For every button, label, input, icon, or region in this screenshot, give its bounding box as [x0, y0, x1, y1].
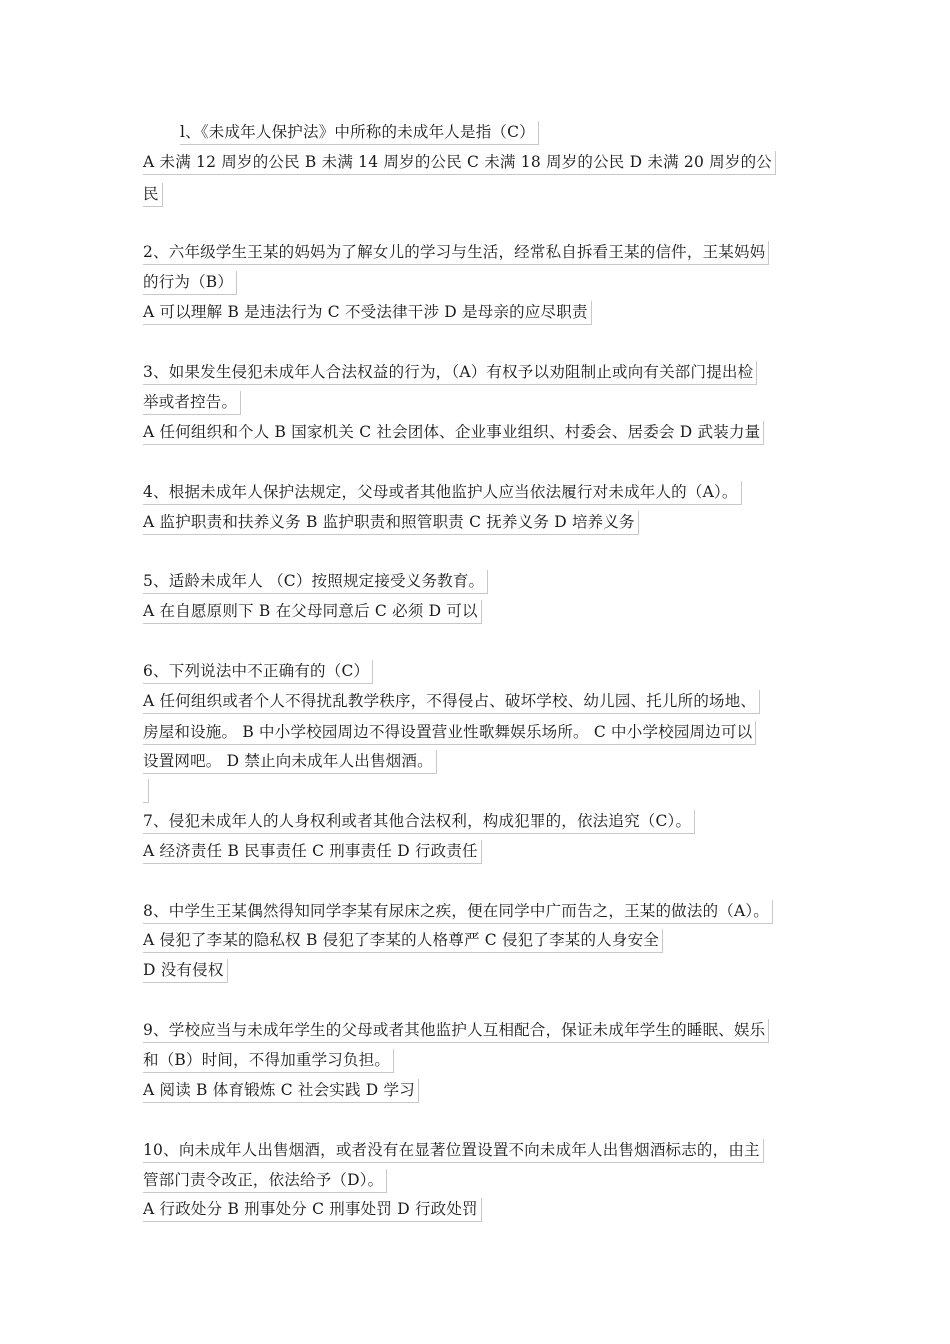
question-10-options: A 行政处分 B 刑事处分 C 刑事处罚 D 行政处罚: [143, 1198, 482, 1222]
question-7-stem: 7、侵犯未成年人的人身权利或者其他合法权利，构成犯罪的，依法追究（C）。: [143, 810, 695, 834]
question-1-options: A 未满 12 周岁的公民 B 未满 14 周岁的公民 C 未满 18 周岁的公民 D 未满 20 周岁的公: [143, 151, 776, 175]
question-5-stem: 5、适龄未成年人 （C）按照规定接受义务教育。: [143, 570, 488, 594]
question-9-stem-cont: 和（B）时间，不得加重学习负担。: [143, 1049, 394, 1073]
question-3-options: A 任何组织和个人 B 国家机关 C 社会团体、企业事业组织、村委会、居委会 D 武装力量: [143, 421, 764, 445]
question-2-stem: 2、六年级学生王某的妈妈为了解女儿的学习与生活，经常私自拆看王某的信件，王某妈妈: [143, 241, 769, 265]
question-7-options: A 经济责任 B 民事责任 C 刑事责任 D 行政责任: [143, 840, 482, 864]
question-2-stem-cont: 的行为（B）: [143, 271, 237, 295]
question-9-stem: 9、学校应当与未成年学生的父母或者其他监护人互相配合，保证未成年学生的睡眠、娱乐: [143, 1019, 769, 1043]
question-9-options: A 阅读 B 体育锻炼 C 社会实践 D 学习: [143, 1079, 419, 1103]
question-10-stem-cont: 管部门责令改正，依法给予（D）。: [143, 1169, 387, 1193]
question-8-options-cont: D 没有侵权: [143, 959, 228, 983]
question-4-options: A 监护职责和扶养义务 B 监护职责和照管职责 C 抚养义务 D 培养义务: [143, 511, 639, 535]
question-5-options: A 在自愿原则下 B 在父母同意后 C 必须 D 可以: [143, 600, 482, 624]
question-4-stem: 4、根据未成年人保护法规定，父母或者其他监护人应当依法履行对未成年人的（A）。: [143, 481, 742, 505]
question-8-stem: 8、中学生王某偶然得知同学李某有尿床之疾，便在同学中广而告之，王某的做法的（A）。: [143, 900, 773, 924]
question-3-stem: 3、如果发生侵犯未成年人合法权益的行为，（A）有权予以劝阻制止或向有关部门提出检: [143, 361, 757, 385]
question-6-options: A 任何组织或者个人不得扰乱教学秩序，不得侵占、破坏学校、幼儿园、托儿所的场地、: [143, 690, 760, 714]
question-3-stem-cont: 举或者控告。: [143, 391, 241, 415]
blank-line: [143, 779, 149, 803]
question-1-options-cont: 民: [143, 183, 163, 207]
question-6-options-cont: 房屋和设施。 B 中小学校园周边不得设置营业性歌舞娱乐场所。 C 中小学校园周边可以: [143, 721, 756, 745]
question-1-stem: l、《未成年人保护法》中所称的未成年人是指（C）: [180, 121, 539, 145]
question-6-options-cont: 设置网吧。 D 禁止向未成年人出售烟酒。: [143, 750, 437, 774]
question-10-stem: 10、向未成年人出售烟酒，或者没有在显著位置设置不向未成年人出售烟酒标志的，由主: [143, 1139, 764, 1163]
question-2-options: A 可以理解 B 是违法行为 C 不受法律干涉 D 是母亲的应尽职责: [143, 301, 592, 325]
question-8-options: A 侵犯了李某的隐私权 B 侵犯了李某的人格尊严 C 侵犯了李某的人身安全: [143, 929, 663, 953]
question-6-stem: 6、下列说法中不正确有的（C）: [143, 660, 373, 684]
